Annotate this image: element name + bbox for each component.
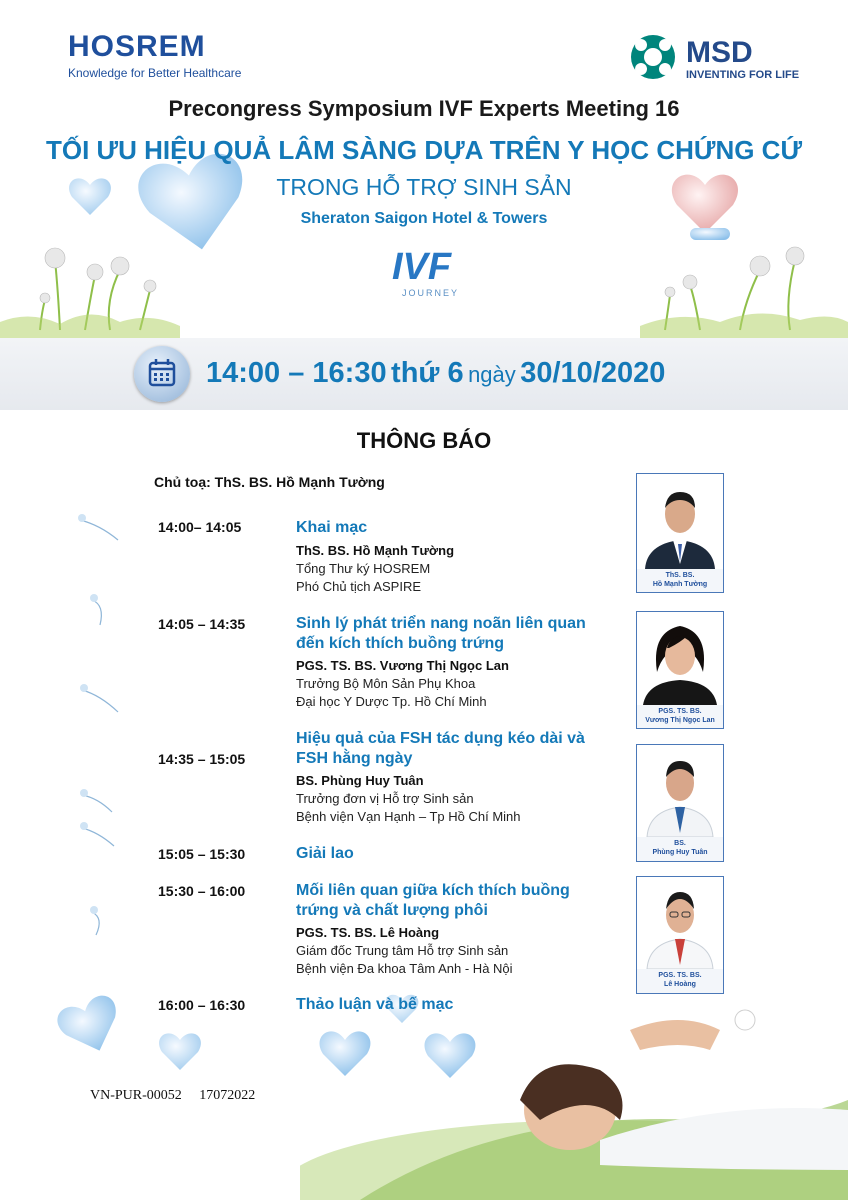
agenda-speaker-role: Trưởng đơn vị Hỗ trợ Sinh sản	[296, 791, 474, 806]
seed-decoration	[80, 520, 118, 935]
photo-caption-name: Hồ Mạnh Tường	[652, 581, 708, 588]
hosrem-tagline: Knowledge for Better Healthcare	[68, 66, 242, 80]
event-subheadline: TRONG HỖ TRỢ SINH SẢN	[276, 174, 572, 200]
speaker-photo	[636, 473, 724, 593]
ivf-logo-subtext: JOURNEY	[402, 288, 460, 298]
agenda-topic: Sinh lý phát triển nang noãn liên quan đến kích thích buồng trứng	[296, 615, 586, 652]
portrait-image	[637, 745, 723, 837]
hosrem-logo-text: HOSREM	[68, 30, 206, 63]
chairperson: Chủ toạ: ThS. BS. Hồ Mạnh Tường	[154, 474, 385, 490]
portrait-image	[637, 612, 723, 705]
speaker-photo	[636, 744, 724, 862]
calendar-icon	[134, 346, 190, 402]
portrait-image	[637, 877, 723, 969]
agenda-topic: Khai mạc	[296, 519, 368, 536]
grass-decoration	[640, 313, 848, 340]
agenda-speaker-role: Đại học Y Dược Tp. Hồ Chí Minh	[296, 694, 487, 709]
photo-caption-title: PGS. TS. BS.	[658, 972, 702, 979]
notice-heading: THÔNG BÁO	[356, 428, 492, 453]
heart-decoration	[134, 150, 253, 258]
agenda-time: 15:05 – 15:30	[158, 846, 246, 862]
agenda-speaker-role: Bệnh viện Đa khoa Tâm Anh - Hà Nội	[296, 961, 513, 976]
agenda-speaker: PGS. TS. BS. Lê Hoàng	[296, 925, 440, 940]
document-code: VN-PUR-00052 17072022	[90, 1088, 256, 1103]
agenda-topic: Giải lao	[296, 845, 354, 862]
event-time: 14:00 – 16:30	[206, 357, 387, 389]
grass-decoration	[0, 314, 180, 340]
agenda-speaker: ThS. BS. Hồ Mạnh Tường	[296, 543, 455, 558]
speaker-photo	[636, 611, 724, 729]
agenda-speaker-role: Trưởng Bộ Môn Sản Phụ Khoa	[296, 676, 476, 691]
photo-caption-name: Phùng Huy Tuân	[652, 849, 708, 856]
agenda-speaker: PGS. TS. BS. Vương Thị Ngọc Lan	[296, 658, 509, 673]
msd-logo-text: MSD	[686, 36, 753, 69]
heart-decoration	[690, 228, 730, 240]
agenda-speaker-role: Phó Chủ tịch ASPIRE	[296, 579, 422, 594]
agenda-speaker-role: Bệnh viện Vạn Hạnh – Tp Hồ Chí Minh	[296, 809, 521, 824]
portrait-image	[637, 474, 723, 569]
agenda-time: 14:00– 14:05	[158, 519, 242, 535]
event-title: Precongress Symposium IVF Experts Meeting 16	[168, 96, 680, 121]
event-venue: Sheraton Saigon Hotel & Towers	[300, 210, 548, 227]
agenda-speaker-role: Giám đốc Trung tâm Hỗ trợ Sinh sản	[296, 943, 509, 958]
heart-decoration	[159, 1033, 201, 1070]
event-weekday: thứ 6	[391, 357, 464, 389]
event-datetime	[206, 357, 665, 390]
day-word: ngày	[468, 362, 516, 387]
agenda-topic: Hiệu quả của FSH tác dụng kéo dài và FSH hằng ngày	[296, 730, 585, 767]
speaker-photo	[636, 876, 724, 994]
agenda-time: 14:05 – 14:35	[158, 616, 246, 632]
agenda-time: 16:00 – 16:30	[158, 997, 246, 1013]
ivf-journey-logo	[386, 246, 476, 302]
msd-logo	[628, 32, 798, 84]
msd-emblem-icon	[628, 32, 678, 82]
agenda-speaker-role: Tổng Thư ký HOSREM	[296, 561, 431, 576]
agenda-speaker: BS. Phùng Huy Tuân	[296, 773, 424, 788]
photo-caption-title: BS.	[674, 840, 686, 847]
seed-heads	[78, 514, 98, 914]
agenda-topic: Thảo luận và bế mạc	[296, 996, 454, 1013]
woman-lying-on-grass-image	[300, 990, 848, 1200]
photo-caption-name: Vương Thị Ngọc Lan	[645, 717, 715, 724]
agenda-topic: Mối liên quan giữa kích thích buồng trứng và chất lượng phôi	[296, 882, 570, 919]
heart-decoration	[54, 992, 128, 1061]
msd-tagline: INVENTING FOR LIFE	[686, 69, 800, 81]
ivf-logo-text: IVF	[392, 246, 452, 288]
event-date: 30/10/2020	[520, 357, 666, 389]
event-headline: TỐI ƯU HIỆU QUẢ LÂM SÀNG DỰA TRÊN Y HỌC CHỨNG CỨ	[45, 135, 803, 165]
agenda-time: 14:35 – 15:05	[158, 751, 246, 767]
hosrem-logo	[68, 30, 248, 82]
photo-caption-name: Lê Hoàng	[664, 981, 696, 988]
photo-caption-title: PGS. TS. BS.	[658, 708, 702, 715]
photo-caption-title: ThS. BS.	[665, 572, 695, 579]
agenda-time: 15:30 – 16:00	[158, 883, 246, 899]
